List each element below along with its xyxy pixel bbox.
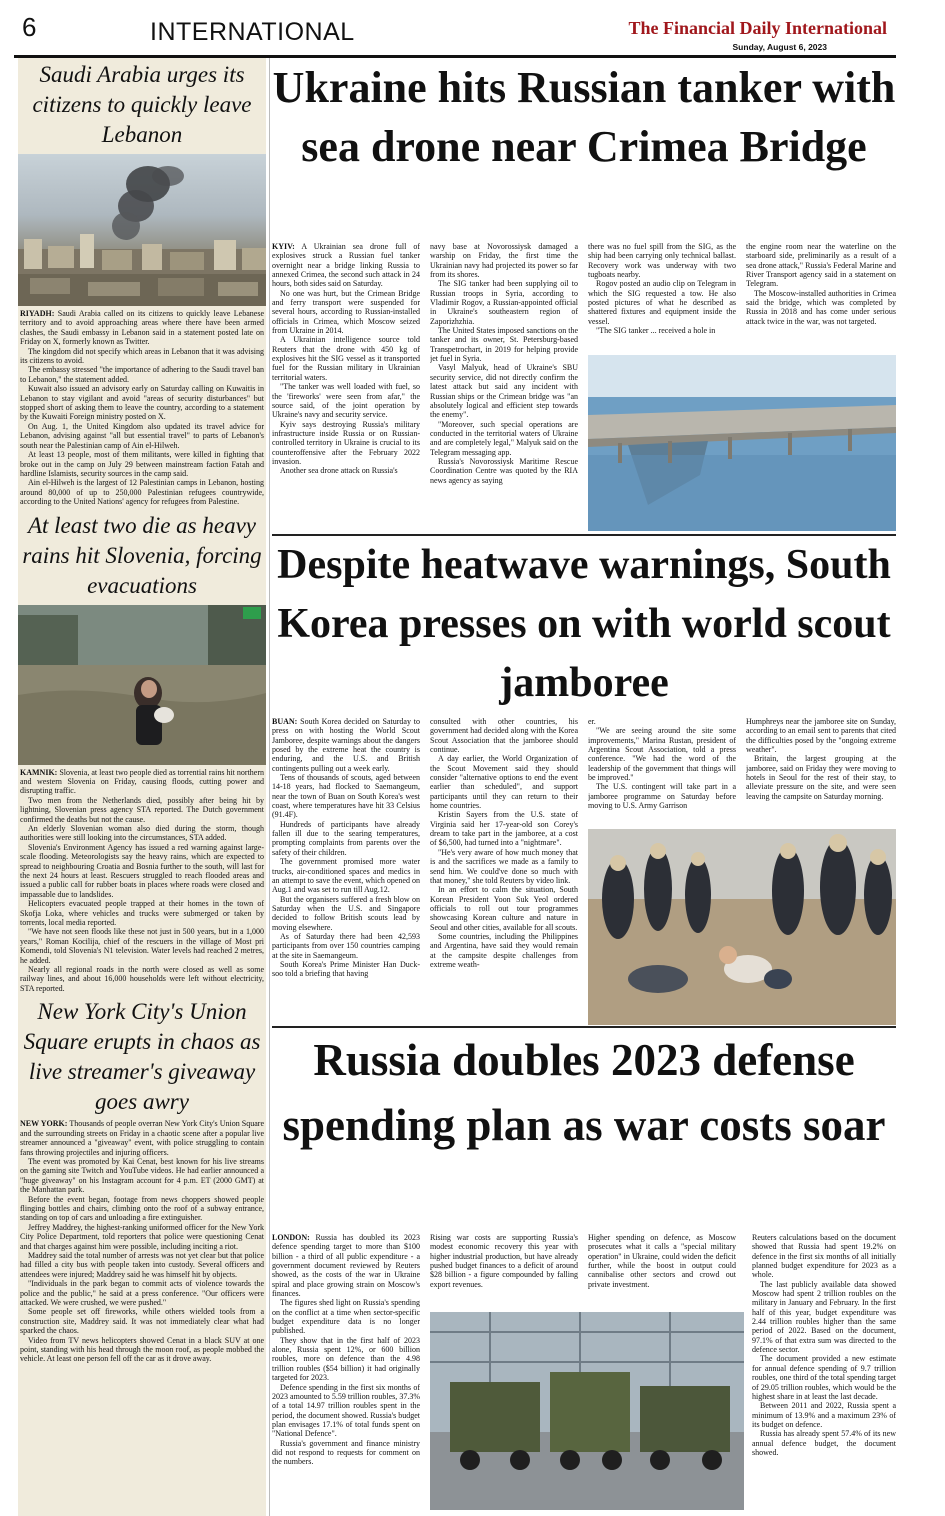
ukraine-col-3 <box>588 242 736 352</box>
section-title: INTERNATIONAL <box>150 18 355 46</box>
lebanon-dateline: RIYADH: <box>20 309 55 318</box>
paragraph: "Moreover, such special operations are conducted in the territorial waters of Ukraine and are completely legal," Malyuk said on the Telegram messaging app. <box>430 419 578 457</box>
paragraph: Tens of thousands of scouts, aged between 14-18 years, had flocked to Saemangeum, near the town of Buan on South Korea's west coast, where temperatures have hit 33 Celsius (91.4F). <box>272 773 420 820</box>
paragraph: No one was hurt, but the Crimean Bridge and ferry transport were suspended for several hours, according to Russian-installed officials in Crimea, which Moscow seized from Ukraine in 2014. <box>272 288 420 336</box>
paragraph: Russia's government and finance ministry did not respond to requests for comment on the numbers. <box>272 1438 420 1467</box>
korea-col-4 <box>746 717 896 827</box>
russia-col-1 <box>272 1233 420 1513</box>
ukraine-col-2 <box>430 242 578 532</box>
paragraph: The event was promoted by Kai Cenat, best known for his live streams on the gaming site Twitch and YouTube videos. He had earlier announced a "huge giveaway" on his Instagram account for 4 p.m. ET (2000 GMT) at the Manhattan park. <box>20 1156 264 1195</box>
paragraph: In an effort to calm the situation, South Korean President Yoon Suk Yeol ordered officials to roll out tour programmes showcasing Korean culture and nature in Seoul and other cities, available for all scouts. <box>430 885 578 932</box>
paragraph: The figures shed light on Russia's spending on the conflict at a time when sector-specific budget expenditure data is no longer published. <box>272 1298 420 1336</box>
paragraph: Russia's Novorossiysk Maritime Rescue Coordination Centre was quoted by the RIA news agency as saying <box>430 456 578 485</box>
paragraph: Russia has doubled its 2023 defence spending target to more than $100 billion - a third of all public expenditure - a government document reviewed by Reuters showed, as the costs of the war in Ukraine spiral and place growing strain on Moscow's finances. <box>272 1233 420 1299</box>
slovenia-headline: At least two die as heavy rains hit Slovenia, forcing evacuations <box>22 512 262 598</box>
paragraph: South Korea decided on Saturday to press on with hosting the World Scout Jamboree, despite warnings about the dangers posed by the extreme heat the country is enduring, and the U.S. and British contingents pulling out a week early. <box>272 717 420 773</box>
paragraph: Jeffrey Maddrey, the highest-ranking uniformed officer for the New York City Police Department, told reporters that police were questioning Cenat and that charges against him were possible, including inciting a riot. <box>20 1222 264 1251</box>
paragraph: Reuters calculations based on the document showed that Russia had spent 19.2% on defence in the first six months of all initially planned budget expenditure for 2023 as a whole. <box>752 1233 896 1280</box>
paragraph: The document provided a new estimate for annual defence spending of 9.7 trillion roubles, one third of the total spending target of 29.05 trillion roubles, which would be the highest share in at least the last decade. <box>752 1354 896 1401</box>
paragraph: Slovenia's Environment Agency has issued a red warning against large-scale flooding. Meteorologists say the heavy rains, which are expected to spread to neighbouring Croatia and Bosnia further to the south, will last for the next 24 hours at least. Rescuers struggled to reach flooded areas and issued a public call for rubber boats in places where roads were closed and impassable due to landslides. <box>20 842 264 899</box>
paragraph: The United States imposed sanctions on the tanker and its owner, St. Petersburg-based Transpetrochart, in 2019 for helping provide jet fuel in Syria. <box>430 326 578 364</box>
masthead <box>0 0 945 58</box>
paragraph: Between 2011 and 2022, Russia spent a minimum of 13.9% and a maximum 23% of its budget on defence. <box>752 1401 896 1429</box>
russia-dateline: LONDON: <box>272 1233 310 1242</box>
slovenia-body <box>18 768 266 994</box>
paragraph: An elderly Slovenian woman also died during the storm, though authorities were still looking into the circumstances, STA added. <box>20 823 264 843</box>
missile-launchers-image <box>430 1312 744 1510</box>
slovenia-photo <box>18 605 266 765</box>
lebanon-body <box>18 309 266 507</box>
ukraine-col-1 <box>272 242 420 532</box>
nyc-body <box>18 1119 266 1364</box>
nyc-story <box>18 997 266 1364</box>
paragraph: navy base at Novorossiysk damaged a warship on Friday, the first time the Ukrainian navy had projected its power so far from its shores. <box>430 242 578 280</box>
scouts-image <box>588 829 896 1025</box>
paragraph: Some countries, including the Philippines and Argentina, have said they would remain at the campsite despite challenges from extreme weath- <box>430 931 578 969</box>
nyc-dateline: NEW YORK: <box>20 1119 68 1129</box>
paragraph: South Korea's Prime Minister Han Duck-soo told a briefing that having <box>272 959 420 979</box>
paragraph: Maddrey said the total number of arrests was not yet clear but that police had filled a city bus with people taken into custody. Several officers and attendees were injured; Maddrey said he was himself hit by objects. <box>20 1250 264 1279</box>
lebanon-story <box>18 58 266 507</box>
paragraph: there was no fuel spill from the SIG, as the ship had been carrying only technical ballast. Recovery work was underway with two tugboats nearby. <box>588 242 736 280</box>
paragraph: "The tanker was well loaded with fuel, so the 'fireworks' were seen from afar," the source said, of the joint operation by Ukraine's navy and security service. <box>272 382 420 420</box>
paragraph: Ain el-Hilweh is the largest of 12 Palestinian camps in Lebanon, hosting around 80,000 of up to 250,000 Palestinian refugees countrywide, according to the United Nations' agency for refugees from Palestine. <box>20 478 264 507</box>
paragraph: The SIG tanker had been supplying oil to Russian troops in Syria, according to Vladimir Rogov, a Russian-appointed official in Ukraine's southeastern region of Zaporizhzhia. <box>430 279 578 326</box>
paragraph: Hundreds of participants have already fallen ill due to the searing temperatures, prompting complaints from parents over the safety of their children. <box>272 819 420 857</box>
paragraph: the engine room near the waterline on the starboard side, preliminarily as a result of a sea drone attack," Russia's Federal Marine and River Transport agency said in a statement on Telegram. <box>746 242 896 289</box>
jamboree-photo <box>588 829 896 1025</box>
paragraph: Russia has already spent 57.4% of its new annual defence budget, the document showed. <box>752 1429 896 1457</box>
ukraine-dateline: KYIV: <box>272 242 295 251</box>
russia-col-3 <box>588 1233 736 1308</box>
paragraph: The embassy stressed "the importance of adhering to the Saudi travel ban to Lebanon," the statement added. <box>20 365 264 384</box>
paragraph: Vasyl Malyuk, head of Ukraine's SBU security service, did not directly confirm the latest attack but said any incident with Russian ships or the Crimean bridge was "an absolutely logical and efficient step towards the enemy". <box>430 363 578 420</box>
paragraph: Rising war costs are supporting Russia's modest economic recovery this year with higher industrial production, but have already pushed budget finances to a deficit of around $28 billion - a figure compounded by falling export revenues. <box>430 1233 578 1289</box>
newspaper-name: The Financial Daily International <box>628 18 887 38</box>
paragraph: er. <box>588 717 596 726</box>
paragraph: Video from TV news helicopters showed Cenat in a black SUV at one point, standing with his head through the moon roof, as people mobbed the vehicle. At least one person fell off the car as it drove away. <box>20 1335 264 1364</box>
flood-image <box>18 605 266 765</box>
paragraph: Two men from the Netherlands died, possibly after being hit by lightning, Slovenian press agency STA reported. The Dutch government confirmed the deaths but not the cause. <box>20 795 264 824</box>
paragraph: Defence spending in the first six months of 2023 amounted to 5.59 trillion roubles, 37.3% of a total 14.97 trillion roubles spent in the period, the document showed. Russia's budget plan envisages 17.1% of total funds spent on "National Defence". <box>272 1382 420 1439</box>
smoke-over-city-image <box>18 154 266 306</box>
paragraph: "We have not seen floods like these not just in 500 years, but in a 1,000 years," Roman Kocilija, chief of the rescuers in the village of Most pri Komendi, told Slovenia's N1 television. Water levels had reached 2 metres, he added. <box>20 927 264 965</box>
paragraph: Higher spending on defence, as Moscow prosecutes what it calls a "special military operation" in Ukraine, could widen the deficit further, while the boost in output could cannibalise other sectors and crowd out private investment. <box>588 1233 736 1289</box>
korea-headline: Despite heatwave warnings, South Korea presses on with world scout jamboree <box>277 542 891 706</box>
paragraph: The U.S. contingent will take part in a jamboree programme on Saturday before moving to U.S. Army Garrison <box>588 782 736 811</box>
bridge-image <box>588 355 896 531</box>
paragraph: Another sea drone attack on Russia's <box>280 466 398 476</box>
issue-date: Sunday, August 6, 2023 <box>732 42 827 52</box>
paragraph: The government promised more water trucks, air-conditioned spaces and medics in an attempt to save the event, which opened on Aug.1 and was set to run till Aug.12. <box>272 857 420 895</box>
paragraph: "He's very aware of how much money that is and the sacrifices we made as a family to send him. We could've done so much with that money," she told Reuters by video link. <box>430 847 578 885</box>
ukraine-headline: Ukraine hits Russian tanker with sea drone near Crimea Bridge <box>272 63 896 171</box>
paragraph: On Aug. 1, the United Kingdom also updated its travel advice for Lebanon, advising against "all but essential travel" to parts of Lebanon's south near the Palestinian camp of Ain el-Hilweh. <box>20 421 264 450</box>
korea-dateline: BUAN: <box>272 717 298 726</box>
paragraph: At least 13 people, most of them militants, were killed in fighting that broke out in the camp on July 29 between mainstream faction Fatah and hardline Islamists, security sources in the camp said. <box>20 450 264 478</box>
paragraph: The last publicly available data showed Moscow had spent 2 trillion roubles on the military in January and February. In the first half of this year, budget expenditure was 2.44 trillion roubles higher than the same period of 2022. Based on the document, 97.1% of that extra sum was directed to the defence sector. <box>752 1279 896 1355</box>
paragraph: Rogov posted an audio clip on Telegram in which the SIG requested a tow. He also posted pictures of what he described as shattered fixtures and equipment inside the vessel. <box>588 279 736 326</box>
russia-col-4 <box>752 1233 896 1513</box>
paragraph: As of Saturday there had been 42,593 participants from over 150 countries camping at the site in Saemangeum. <box>272 931 420 960</box>
paragraph: Before the event began, footage from news choppers showed people flinging bottles and chairs, climbing onto the roof of a subway entrance, standing on top of cars and unloading a fire extinguisher. <box>20 1194 264 1223</box>
korea-col-1 <box>272 717 420 1025</box>
military-vehicles-photo <box>430 1312 744 1510</box>
paragraph: "The SIG tanker ... received a hole in <box>596 326 716 336</box>
paragraph: Nearly all regional roads in the north were closed as well as some railway lines, and about 16,000 households were left without electricity, STA reported. <box>20 965 264 993</box>
paragraph: A day earlier, the World Organization of the Scout Movement said they should consider "alternative options to end the event earlier than scheduled", and support participants until they can return to their home countries. <box>430 754 578 811</box>
korea-col-2 <box>430 717 578 1025</box>
slovenia-story <box>18 511 266 994</box>
paragraph: The kingdom did not specify which areas in Lebanon that it was advising its citizens to avoid. <box>20 346 264 366</box>
paragraph: Some people set off fireworks, while others wielded tools from a construction site, Maddrey said. It was not immediately clear what had sparked the chaos. <box>20 1307 264 1336</box>
nyc-headline: New York City's Union Square erupts in chaos as live streamer's giveaway goes awry <box>23 999 261 1115</box>
paragraph: A Ukrainian sea drone full of explosives struck a Russian fuel tanker overnight near a bridge linking Russia to annexed Crimea, the second such attack in 24 hours, both sides said on Saturday. <box>272 242 420 289</box>
lebanon-headline: Saudi Arabia urges its citizens to quickly leave Lebanon <box>32 62 252 147</box>
slovenia-dateline: KAMNIK: <box>20 767 58 777</box>
paragraph: Humphreys near the jamboree site on Sunday, according to an email sent to parents that cited the difficulties posed by the "ongoing extreme weather". <box>746 717 896 755</box>
paragraph: Slovenia, at least two people died as torrential rains hit northern and western Slovenia on Friday, causing floods, cutting power and disrupting traffic. <box>20 767 264 796</box>
paragraph: consulted with other countries, his government had decided along with the Korea Scout Association that the jamboree should continue. <box>430 717 578 755</box>
russia-headline: Russia doubles 2023 defense spending plan as war costs soar <box>282 1035 886 1150</box>
korea-col-3 <box>588 717 736 827</box>
page-number: 6 <box>22 12 37 42</box>
column-divider <box>269 58 270 1516</box>
paragraph: They show that in the first half of 2023 alone, Russia spent 12%, or 600 billion roubles, more on defence than the 4.98 trillion roubles ($54 billion) it had originally targeted for 2023. <box>272 1335 420 1383</box>
crimea-bridge-photo <box>588 355 896 531</box>
paragraph: "Individuals in the park began to commit acts of violence towards the police and the public," he said at a press conference. "Our officers were attacked. We were crushed, we were pushed." <box>20 1279 264 1307</box>
paragraph: Britain, the largest grouping at the jamboree, said on Friday they were moving to hotels in Seoul for the rest of their stay, to alleviate pressure on the site, and were seen leaving the campsite on Saturday morning. <box>746 754 896 801</box>
paragraph: "We are seeing around the site some improvements," Marina Rustan, president of Argentina Scout Association, told a press conference. "We had the word of the leadership of the government that things will be improved." <box>588 726 736 783</box>
paragraph: Helicopters evacuated people trapped at their homes in the town of Skofja Loka, where vehicles and trucks were submerged or taken by torrents, local media reported. <box>20 899 264 928</box>
ukraine-col-4 <box>746 242 896 352</box>
paragraph: Thousands of people overran New York City's Union Square and the surrounding streets on Friday in a chaotic scene after a popular live streamer announced a "giveaway" event, with police struggling to contain fans throwing projectiles and injuring officers. <box>20 1119 265 1157</box>
lebanon-photo <box>18 154 266 306</box>
paragraph: Kristin Sayers from the U.S. state of Virginia said her 17-year-old son Corey's dream to take part in the jamboree, at a cost of $6,500, had turned into a "nightmare". <box>430 810 578 848</box>
sidebar <box>18 58 266 1516</box>
paragraph: Kuwait also issued an advisory early on Saturday calling on Kuwaitis in Lebanon to stay vigilant and avoid "areas of security disturbances" but stopped short of asking them to leave the country, according to a statement by the Kuwaiti Foreign ministry posted on X. <box>20 384 264 422</box>
paragraph: A Ukrainian intelligence source told Reuters that the drone with 450 kg of explosives hit the SIG vessel as it transported fuel for the Russian military in Ukrainian territorial waters. <box>272 335 420 382</box>
russia-col-2 <box>430 1233 578 1308</box>
paragraph: Kyiv says destroying Russia's military infrastructure inside Russia or on Russian-controlled territory in Ukraine is crucial to its counteroffensive after the February 2022 invasion. <box>272 419 420 466</box>
paragraph: Saudi Arabia called on its citizens to quickly leave Lebanese territory and to avoid approaching areas where there have been armed clashes, the Saudi embassy in Lebanon said in a statement posted late on Friday on X, formerly known as Twitter. <box>20 309 264 347</box>
paragraph: The Moscow-installed authorities in Crimea said the bridge, which was completed by Russia in 2018 and has come under serious attack twice in the war, was not targeted. <box>746 288 896 326</box>
paragraph: But the organisers suffered a fresh blow on Saturday when the U.S. and Singapore decided to follow British scouts lead by moving elsewhere. <box>272 894 420 932</box>
